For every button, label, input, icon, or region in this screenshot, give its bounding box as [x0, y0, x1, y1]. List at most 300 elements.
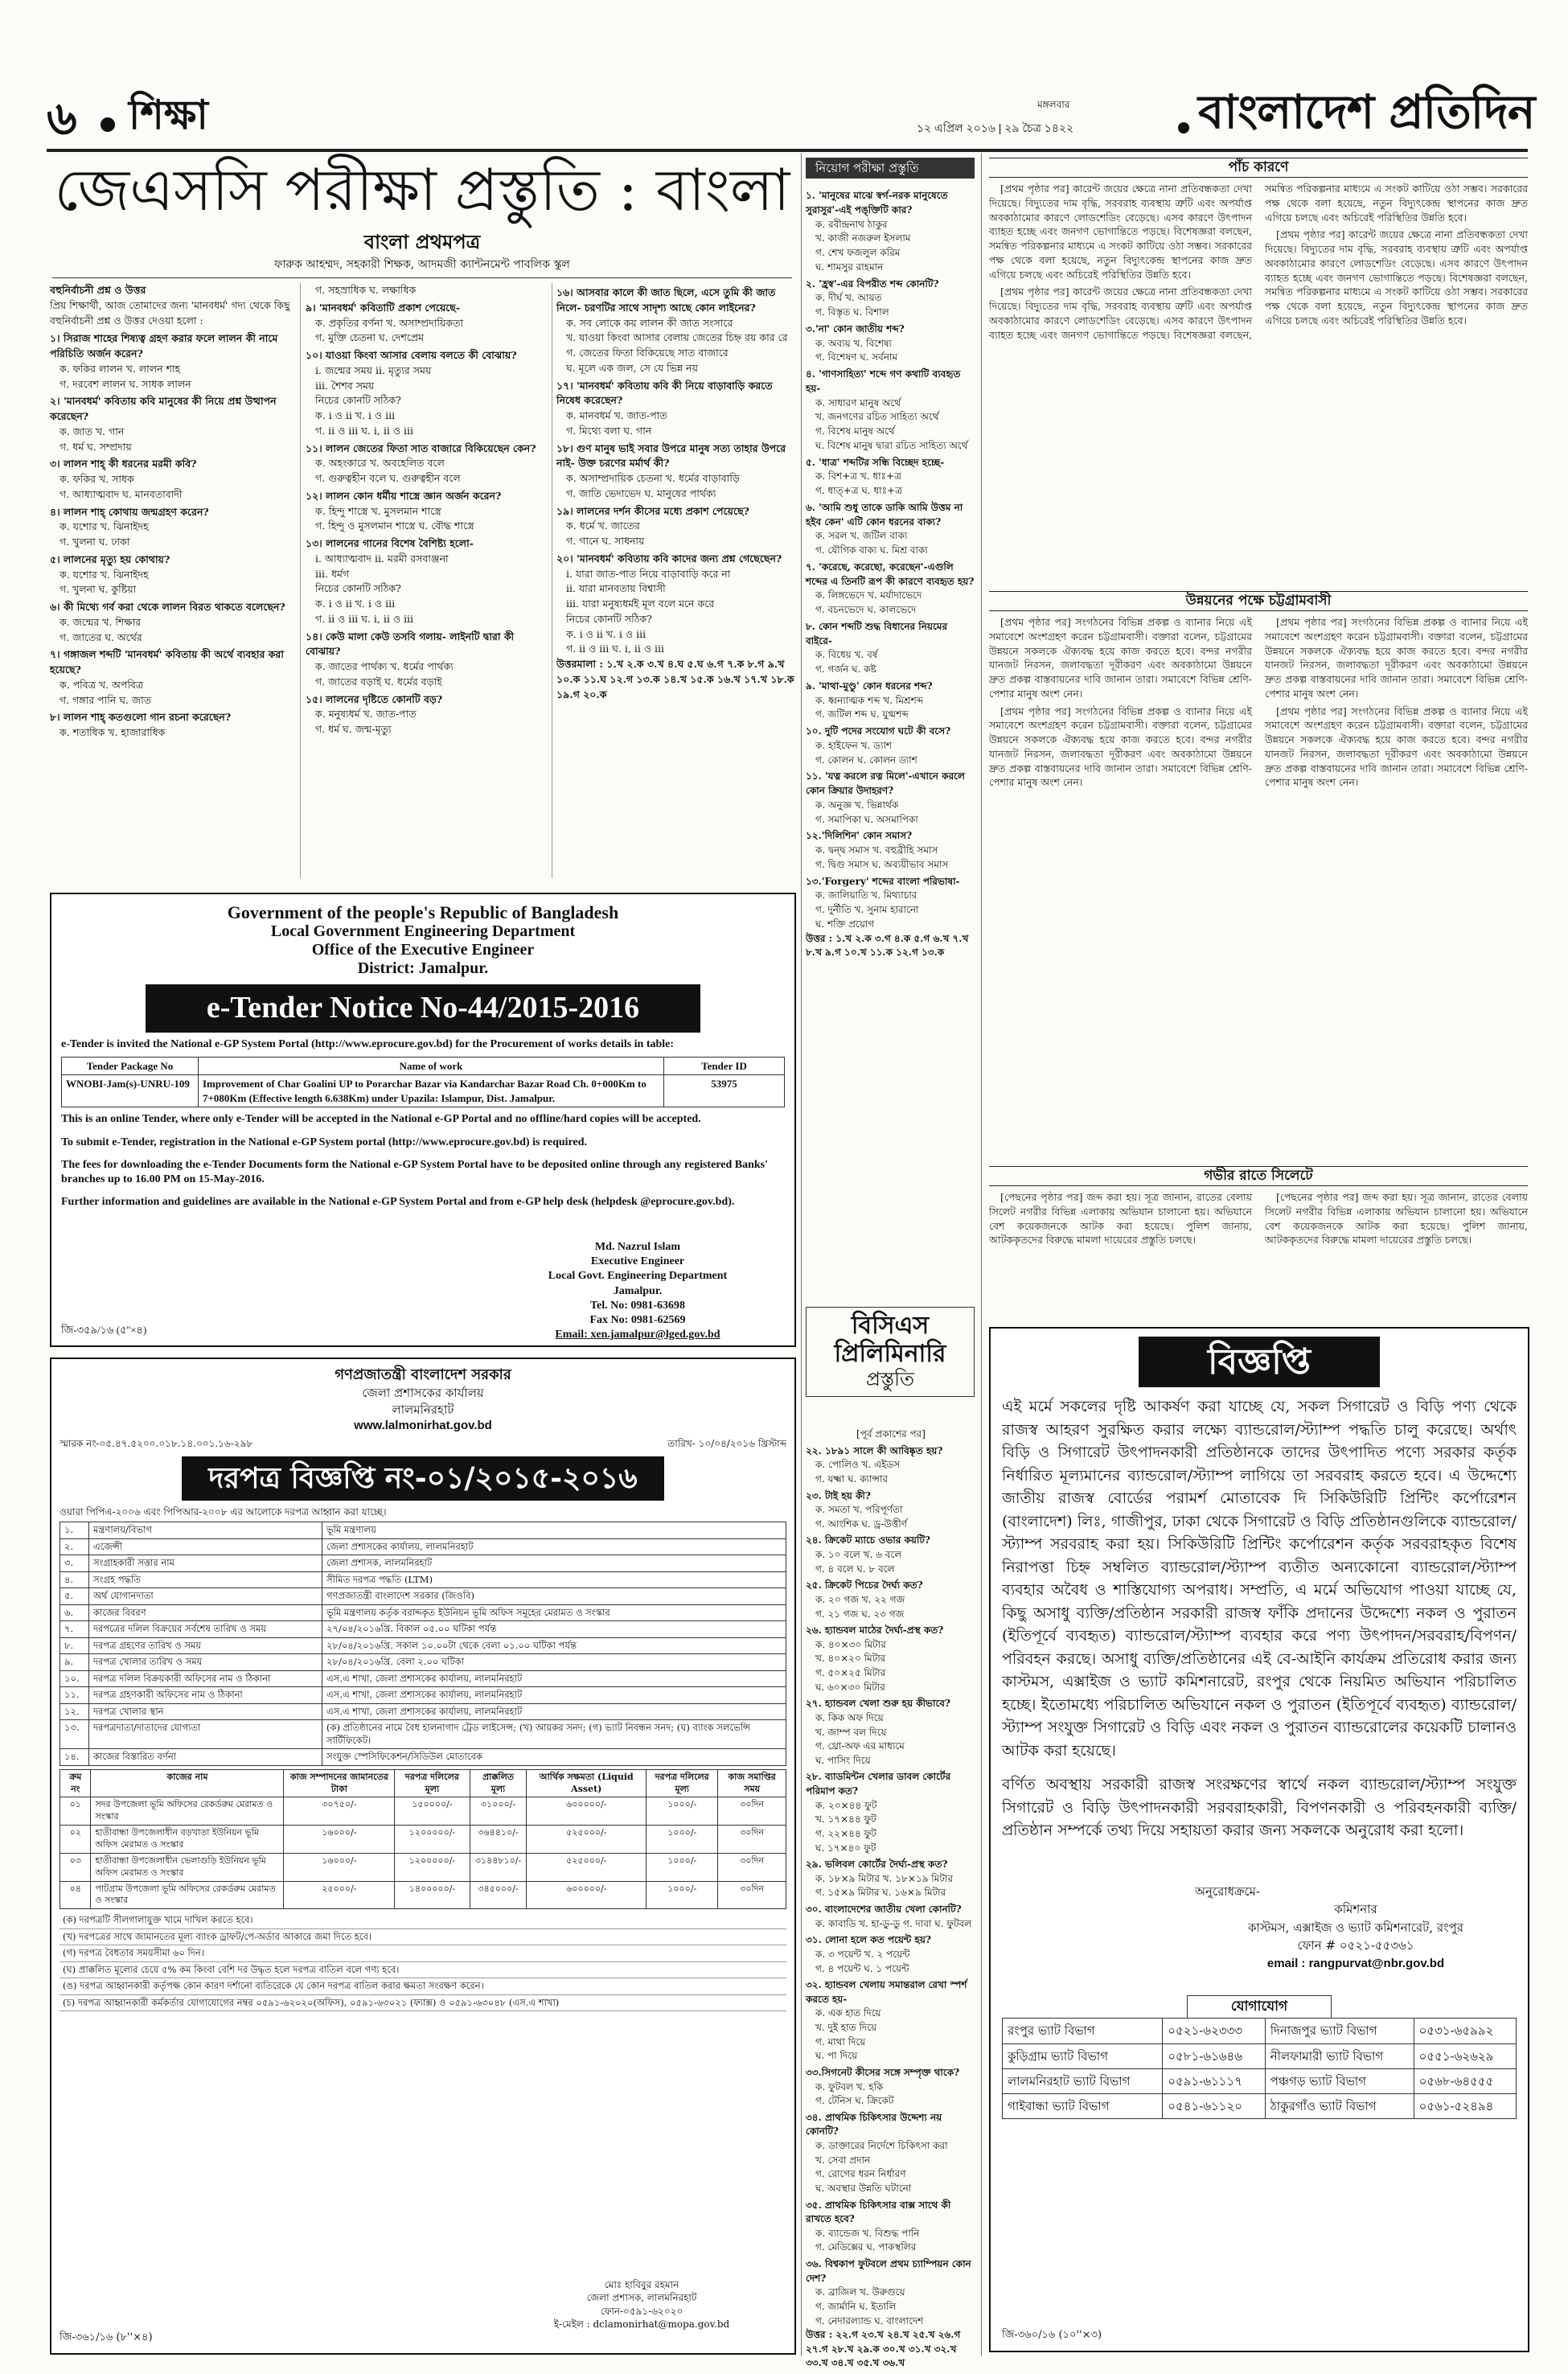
list-item: ii. যারা মানবতায় বিশ্বাসী [566, 582, 666, 595]
list-item: ক. i ও ii খ. i ও iii [566, 627, 646, 640]
list-item: ক. অহংকারে খ. অবহেলিত বলে [315, 457, 445, 470]
dp-office: জেলা প্রশাসকের কার্যালয় [362, 1386, 484, 1401]
dp-signature [513, 2278, 770, 2331]
etender-signature [505, 1240, 770, 1342]
list-item: ঘ. ১৭×৪০ ফুট [815, 1842, 876, 1854]
table-cell: পঞ্চগড় ভ্যাট বিভাগ [1265, 2068, 1414, 2093]
list-item: ৬. 'আমি শুধু তাকে ডাকি আমি উত্তম না হইব কেন' এটি কোন ধরনের বাক্য? [806, 501, 963, 528]
etender-para-4: Further information and guidelines are available in the National e-GP System Portal and from e-GP help desk (helpdesk @eprocure.gov.bd). [61, 1196, 735, 1209]
etender-dept: Local Government Engineering Department [270, 922, 576, 941]
bcs-title-1: বিসিএস [851, 1312, 930, 1340]
list-item: ঘ. ৬০×৩০ মিটার [815, 1681, 885, 1693]
list-item: খ. দুই হাত দিয়ে [815, 2022, 877, 2033]
list-item: গ. মিথ্যে বলা ঘ. গান [566, 424, 652, 437]
bcs-prev: [পূর্ব প্রকাশের পর] [856, 1428, 926, 1440]
list-item: ক. i ও ii খ. i ও iii [315, 598, 396, 610]
note-line: (ক) দরপত্রটি সীলগালাযুক্ত খামে দাখিল করতে হবে। [60, 1912, 786, 1929]
list-item: গ. ধাত্+ত্র ঘ. ধাঃ+ত্র [815, 485, 902, 496]
news-3 [989, 1190, 1528, 1319]
list-item: ৩৩.সিগনেট কীসের সঙ্গে সম্পৃক্ত থাকে? [806, 2066, 960, 2078]
contact-title: যোগাযোগ [1187, 1995, 1332, 2018]
bcs-box [806, 1307, 975, 1397]
news-1-text: [প্রথম পৃষ্ঠার পর] কারেন্ট জয়ের ক্ষেত্রে নানা প্রতিবন্ধকতা দেখা দিয়েছে। বিদ্যুতের দাম বৃদ্ধি, সরবরাহ ব্যবস্থায় ত্রুটি এবং অপর্যাপ্ত অবকাঠামোর কারণে লোডশেডিং বেড়েছে। এসব কারণে উৎপাদন ব্যাহত হচ্ছে এবং জনগণ ভোগান্তিতে পড়ছে। বিশেষজ্ঞরা বলছেন, সমন্বিত পরিকল্পনার মাধ্যমে এ সংকট কাটিয়ে ওঠা সম্ভব। সরকারের পক্ষ থেকে বলা হয়েছে, নতুন বিদ্যুৎকেন্দ্র স্থাপনের কাজ দ্রুত এগিয়ে চলছে এবং অচিরেই পরিস্থিতির উন্নতি হবে। [1265, 228, 1528, 327]
table-cell: ৭. [60, 1621, 89, 1638]
list-item: ১. 'মানুষের মাঝে স্বর্গ-নরক মানুষেতে সুরাসুর'-এই পঙ্‌ক্তিটি কার? [806, 190, 948, 216]
list-item: ক. যশোর খ. ঝিনাইদহ [60, 520, 149, 533]
list-item: গ. ii ও iii ঘ. i, ii ও iii [315, 612, 413, 625]
table-cell: ১২০০০০০/- [395, 1826, 470, 1854]
table-cell: ৪. [60, 1571, 89, 1588]
list-item: ক. পবিত্র খ. অপবিত্র [60, 678, 144, 691]
table-cell: ৩০৭৫০/- [284, 1797, 395, 1826]
table-cell: ২৮/০৪/২০১৬খ্রি. সকাল ১০.০০টা থেকে বেলা ০১.০০ ঘটিকা পর্যন্ত [322, 1637, 786, 1654]
table-row [60, 1797, 786, 1826]
list-item: ক. দীর্ঘ খ. আয়ত [815, 292, 882, 304]
news-2-text: [প্রথম পৃষ্ঠার পর] সংগঠনের বিভিন্ন প্রকল্প ও ব্যানার নিয়ে এই সমাবেশে অংশগ্রহণ করেন চট্টগ্রামবাসী। বক্তারা বলেন, চট্টগ্রামের উন্নয়নে সকলকে ঐক্যবদ্ধ হয়ে কাজ করতে হবে। বন্দর নগরীর যানজট নিরসন, জলাবদ্ধতা দূরীকরণ এবং অবকাঠামো উন্নয়নে দ্রুত প্রকল্প বাস্তবায়নের দাবি জানান তারা। সমাবেশে বিভিন্ন শ্রেণি-পেশার মানুষ অংশ নেন। [1265, 704, 1528, 789]
column-header: প্রাক্কলিত মূল্য [470, 1769, 527, 1797]
news-3-text: [পেছনের পৃষ্ঠার পর] জব্দ করা হয়। সূত্র জানান, রাতের বেলায় সিলেট নগরীর বিভিন্ন এলাকায় অভিযান চালানো হয়। অভিযানে বেশ কয়েকজনকে আটক করা হয়েছে। পুলিশ জানায়, আটককৃতদের বিরুদ্ধে মামলা দায়েরের প্রস্তুতি চলছে। [989, 1191, 1252, 1247]
table-cell: ১০০০/- [646, 1853, 718, 1881]
list-item: ক. জাত খ. গান [60, 425, 125, 437]
list-item: নিচের কোনটি সঠিক? [315, 582, 401, 595]
news-head-2: উন্নয়নের পক্ষে চট্টগ্রামবাসী [989, 591, 1528, 611]
masthead-dot [1178, 122, 1189, 133]
list-item: গ. ২২×৪৪ ফুট [815, 1827, 876, 1839]
table-cell: দরপত্রদাতা/দাতাদের যোগ্যতা [89, 1720, 322, 1749]
list-item: গ. গঙ্গার পানি ঘ. জাত [60, 693, 152, 706]
list-item: ২৩. টাই হয় কী? [806, 1489, 871, 1501]
list-item: গ. সমাপিকা ঘ. অসমাপিকা [815, 813, 918, 825]
bg-sig-2: কমিশনার [1334, 1902, 1377, 1917]
table-cell: ১৪০০০০০/- [395, 1881, 470, 1909]
jsc-column-1 [50, 283, 295, 890]
table-cell: ভূমি মন্ত্রণালয় কর্তৃক বরাদ্দকৃত ইউনিয়ন ভূমি অফিস সমূহের মেরামত ও সংস্কার [322, 1604, 786, 1621]
table-cell: সীমিত দরপত্র পদ্ধতি (LTM) [322, 1571, 786, 1588]
table-row [60, 1555, 786, 1572]
table-cell: সংগ্রাহকারী সত্তার নাম [89, 1555, 322, 1572]
table-cell: (ক) প্রতিষ্ঠানের নামে বৈধ হালনাগাদ ট্রেড লাইসেন্স; (খ) আয়কর সনদ; (গ) ভ্যাট নিবন্ধন সনদ; (ঘ) ব্যাংক সলভেন্সি সার্টিফিকেট। [322, 1720, 786, 1749]
list-item: ৮। লালন শাহ্ কতগুলো গান রচনা করেছেন? [50, 711, 232, 724]
table-cell: এস.এ শাখা, জেলা প্রশাসকের কার্যালয়, লালমনিরহাট [322, 1670, 786, 1687]
bcs-list [806, 1444, 976, 2371]
jsc-author: ফারুক আহম্মদ, সহকারী শিক্ষক, আদমজী ক্যান্টনমেন্ট পাবলিক স্কুল [52, 257, 792, 278]
column-header: আর্থিক সক্ষমতা (Liquid Asset) [527, 1769, 646, 1797]
list-item: গ. বিশেষণ ঘ. সর্বনাম [815, 351, 898, 363]
jsc-title: জেএসসি পরীক্ষা প্রস্তুতি : বাংলা [54, 156, 790, 224]
table-row [60, 1621, 786, 1638]
list-item: উত্তর : ১.খ ২.ক ৩.গ ৪.ক ৫.গ ৬.খ ৭.খ ৮.খ ৯.গ ১০.খ ১১.ক ১২.গ ১৩.ক [806, 932, 969, 959]
list-item: গ. গানে ঘ. সাধনায় [566, 535, 645, 547]
table-row [60, 1588, 786, 1605]
list-item: খ. জাম্প বল দিয়ে [815, 1726, 887, 1738]
table-cell: ৬০০০০০/- [527, 1797, 646, 1826]
dorpotro-notice [50, 1357, 796, 2355]
news-1 [989, 182, 1528, 584]
list-item: গ. ২১ গজ ঘ. ২৩ গজ [815, 1608, 905, 1620]
list-item: ক. লিঙ্গভেদে খ. মর্যাদাভেদে [815, 589, 922, 602]
list-item: নিচের কোনটি সঠিক? [315, 394, 401, 407]
dp-notes [60, 1912, 786, 2011]
table-header-row [60, 1769, 786, 1797]
bigyapti-body: এই মর্মে সকলের দৃষ্টি আকর্ষণ করা যাচ্ছে যে, সকল সিগারেট ও বিড়ি পণ্য থেকে রাজস্ব আহরণ সুরক্ষিত করার লক্ষ্যে ব্যান্ডরোল/স্ট্যাম্প পদ্ধতি চালু করেছে। অর্থাৎ বিড়ি ও সিগারেট উৎপাদনকারী প্রতিষ্ঠানকে তাদের উৎপাদিত পণ্যে সরকার কর্তৃক নির্ধারিত মূল্যমানের ব্যান্ডরোল/স্ট্যাম্প লাগিয়ে তা সরবরাহ করতে হবে। এ উদ্দেশ্যে জাতীয় রাজস্ব বোর্ডের পরামর্শ মোতাবেক দি সিকিউরিটি প্রিন্টিং কর্পোরেশন (বাংলাদেশ) লিঃ, গাজীপুর, ঢাকা থেকে সিগারেট ও বিড়ি প্রতিষ্ঠানগুলিকে ব্যান্ডরোল/স্ট্যাম্প সরবরাহ করা হয়। সিকিউরিটি প্রিন্টিং কর্পোরেশন কর্তৃক সরবরাহকৃত বিশেষ নিরাপত্তা চিহ্ন সম্বলিত ব্যান্ডরোল/স্ট্যাম্প ব্যতীত অন্যকোনো ব্যান্ডরোল/স্ট্যাম্প ব্যবহার অবৈধ ও শাস্তিযোগ্য অপরাধ। সম্প্রতি, এ মর্মে অভিযোগ পাওয়া যাচ্ছে যে, কিছু অসাধু ব্যক্তি/প্রতিষ্ঠান সরকারী রাজস্ব ফাঁকি প্রদানের উদ্দেশ্যে নকল ও পুরাতন (ইতিপূর্বে ব্যবহৃত) ব্যান্ডরোল/স্ট্যাম্প ব্যবহার করে পণ্য উৎপাদন/সরবরাহ/বিপণন/পরিবহন করছে। অসাধু ব্যক্তি/প্রতিষ্ঠানের এই বে-আইনি কার্যক্রম প্রতিরোধ করার জন্য কাস্টমস, এক্সাইজ ও ভ্যাট কমিশনারেট, রংপুর থেকে নিয়মিত অভিযান পরিচালিত হচ্ছে। ইতোমধ্যে পরিচালিত অভিযানে নকল ও পুরাতন (ইতিপূর্বে ব্যবহৃত) ব্যান্ডরোল/স্ট্যাম্প সংযুক্ত সিগারেট ও বিড়ি এবং নকল ও পুরাতন ব্যান্ডরোলের কয়েকটি চালানও আটক করা হয়েছে। [1002, 1398, 1517, 1760]
list-item: গ. ii ও iii ঘ. i, ii ও iii [315, 424, 413, 437]
etender-para-1: This is an online Tender, where only e-Tender will be accepted in the National e-GP Portal and no offline/hard copies will be accepted. [61, 1113, 701, 1126]
table-row [60, 1571, 786, 1588]
list-item: উত্তরমালা : ১.খ ২.ক ৩.খ ৪.ঘ ৫.ঘ ৬.গ ৭.ক ৮.গ ৯.খ ১০.ক ১১.ঘ ১২.গ ১৩.ক ১৪.খ ১৫.ক ১৬.খ ১৭.খ ১৮.ক ১৯.গ ২০.ক [556, 658, 794, 700]
niyog-banner: নিয়োগ পরীক্ষা প্রস্তুতি [806, 158, 975, 179]
section-name: শিক্ষা [129, 91, 208, 138]
news-2-text: [প্রথম পৃষ্ঠার পর] সংগঠনের বিভিন্ন প্রকল্প ও ব্যানার নিয়ে এই সমাবেশে অংশগ্রহণ করেন চট্টগ্রামবাসী। বক্তারা বলেন, চট্টগ্রামের উন্নয়নে সকলকে ঐক্যবদ্ধ হয়ে কাজ করতে হবে। বন্দর নগরীর যানজট নিরসন, জলাবদ্ধতা দূরীকরণ এবং অবকাঠামো উন্নয়নে দ্রুত প্রকল্প বাস্তবায়নের দাবি জানান তারা। সমাবেশে বিভিন্ন শ্রেণি-পেশার মানুষ অংশ নেন। [989, 616, 1252, 700]
list-item: ক. দ্বন্দ্ব সমাস খ. বহুব্রীহি সমাস [815, 844, 938, 856]
list-item: ৮. কোন শব্দটি শুদ্ধ বিধানের নিয়মের বাইরে- [806, 620, 948, 647]
bg-sig-email: email : rangpurvat@nbr.gov.bd [1266, 1956, 1445, 1970]
table-row [60, 1826, 786, 1854]
list-item: ২৪. ক্রিকেট ম্যাচে ওভার কয়টি? [806, 1534, 930, 1546]
list-item: ক. সরল খ. জটিল বাক্য [815, 530, 908, 542]
table-cell: ১০০০/- [646, 1881, 718, 1909]
table-cell: হাতীবান্ধা উপজেলাধীন ভেলাগুড়ি ইউনিয়ন ভূমি অফিস মেরামত ও সংস্কার [91, 1853, 284, 1881]
bigyapti-notice [989, 1327, 1529, 2352]
table-cell: দরপত্র দলিল বিক্রয়কারী অফিসের নাম ও ঠিকানা [89, 1670, 322, 1687]
list-item: খ. কাজী নজরুল ইসলাম [815, 232, 911, 244]
table-cell: ০৩ [60, 1853, 91, 1881]
list-item: ৭। গঙ্গাজল শব্দটি 'মানবধর্ম' কবিতায় কী অর্থে ব্যবহার করা হয়েছে? [50, 648, 284, 676]
list-item: ১০. দুটি পদের সংযোগ ঘটে কী বসে? [806, 725, 951, 737]
table-cell: ৬. [60, 1604, 89, 1621]
list-item: ঘ. শামসুর রাহমান [815, 261, 884, 273]
table-cell: ১০০০/- [646, 1826, 718, 1854]
list-item: গ. ৪ বলে ঘ. ৮ বলে [815, 1563, 895, 1575]
sig-email: Email: xen.jamalpur@lged.gov.bd [555, 1329, 720, 1341]
bigyapti-signature [1195, 1883, 1517, 1974]
list-item: ৩৪. প্রাথমিক চিকিৎসার উদ্দেশ্য নয় কোনটি? [806, 2111, 942, 2138]
table-row [1003, 2019, 1517, 2043]
bg-sig-1: অনুরোধক্রমে- [1195, 1883, 1260, 1899]
table-cell: ৮. [60, 1637, 89, 1654]
contacts-table [1002, 2018, 1517, 2119]
th-tender-id: Tender ID [664, 1057, 785, 1075]
list-item: গ. বিস্তৃত ঘ. বিশাল [815, 306, 889, 318]
list-item: ক. জন্মের খ. শিক্ষার [60, 615, 141, 628]
list-item: ২। 'মানবধর্ম' কবিতায় কবি মানুষের কী নিয়ে প্রশ্ন উত্থাপন করেছেন? [50, 395, 277, 422]
dp-banner: দরপত্র বিজ্ঞপ্তি নং-০১/২০১৫-২০১৬ [182, 1456, 664, 1501]
list-item: ক. হিন্দু শাস্ত্রে খ. মুসলমান শাস্ত্রে [315, 504, 441, 517]
bigyapti-request: বর্ণিত অবস্থায় সরকারী রাজস্ব সংরক্ষণের স্বার্থে নকল ব্যান্ডরোল/স্ট্যাম্প সংযুক্ত সিগারেট ও বিড়ি উৎপাদনকারী সরবরাহকারী, বিপণনকারী ও পরিবহনকারী ব্যক্তি/প্রতিষ্ঠান সম্পর্কে তথ্য দিয়ে সহায়তা করার জন্য সকলকে অনুরোধ করা হলো। [1002, 1776, 1517, 1840]
table-cell: দিনাজপুর ভ্যাট বিভাগ [1265, 2019, 1414, 2043]
list-item: ক. পোলিও খ. এইডস [815, 1459, 901, 1471]
table-cell: দরপত্রের দলিল বিক্রয়ের সর্বশেষ তারিখ ও সময় [89, 1621, 322, 1638]
ad-code: জি-৩৬১/১৬ (৮''×৪) [60, 2331, 153, 2344]
list-item: ১০। যাওয়া কিংবা আসার বেলায় বলতে কী বোঝায়? [306, 349, 517, 361]
list-item: গ. ii ও iii ঘ. i, ii ও iii [566, 643, 664, 655]
bcs-title-3: প্রস্তুতি [865, 1368, 915, 1390]
list-item: ঘ. পাসিং দিয়ে [815, 1754, 871, 1766]
list-item: ক. ৪০×৩০ মিটার [815, 1638, 886, 1650]
list-item: iii. ধর্মগ [315, 567, 350, 580]
list-item: গ. ৪ পয়েন্ট ঘ. ১ পয়েন্ট [815, 1962, 909, 1974]
table-cell: গাইবান্ধা ভ্যাট বিভাগ [1003, 2094, 1163, 2119]
etender-para-2: To submit e-Tender, registration in the National e-GP System portal (http://www.eprocure.gov.bd) is required. [61, 1136, 588, 1148]
table-cell: অর্থ যোগানদাতা [89, 1588, 322, 1605]
table-cell: ০৫৪১-৬১১২০ [1163, 2094, 1265, 2119]
sig-fax: Fax No: 0981-62569 [589, 1313, 686, 1326]
list-item: ১১. 'যত্ন করলে রত্ন মিলে'-এখানে করলে কোন ক্রিয়ার উদাহরণ? [806, 770, 965, 796]
table-cell: রংপুর ভ্যাট বিভাগ [1003, 2019, 1163, 2043]
list-item: i. জন্মের সময় ii. মৃত্যুর সময় [315, 363, 432, 376]
table-row [60, 1749, 786, 1766]
list-item: গ. গুরুত্বহীন বলে ঘ. গুরুত্বহীন বলে [315, 472, 461, 484]
table-cell: সংযুক্ত স্পেসিফিকেশন/সিডিউল মোতাবেক [322, 1749, 786, 1766]
list-item: ১২.'দিলিশিন' কোন সমাস? [806, 830, 913, 842]
etender-notice [50, 893, 796, 1347]
list-item: ২২. ১৮৯১ সালে কী আবিষ্কৃত হয়? [806, 1444, 943, 1456]
list-item: খ. সেবা প্রদান [815, 2154, 871, 2166]
list-item: গ. নেদারল্যান্ড ঘ. বাংলাদেশ [815, 2314, 924, 2327]
list-item: ২৫. ক্রিকেট পিচের দৈর্ঘ্য কত? [806, 1579, 923, 1592]
table-cell: ২৮/০৪/২০১৬খ্রি. বেলা ২.০০ ঘটিকা [322, 1654, 786, 1671]
masthead-logo: বাংলাদেশ প্রতিদিন [1198, 84, 1535, 139]
table-cell: ঠাকুরগাঁও ভ্যাট বিভাগ [1265, 2094, 1414, 2119]
table-row [60, 1687, 786, 1704]
table-cell: এস.এ শাখা, জেলা প্রশাসকের কার্যালয়, লালমনিরহাট [322, 1687, 786, 1704]
table-row [60, 1853, 786, 1881]
list-item: খ. ১৭×৪৪ ফুট [815, 1813, 876, 1826]
table-cell: দরপত্র গ্রহণের তারিখ ও সময় [89, 1637, 322, 1654]
list-item: ৪. 'গাণসাহিত্য' শব্দে গণ কথাটি ব্যবহৃত হয়- [806, 368, 961, 394]
ad-code: জি-৩৬০/১৬ (১০''×৩) [1002, 2329, 1102, 2342]
list-item: ক. রবীন্দ্রনাথ ঠাকুর [815, 218, 888, 230]
list-item: গ. মেডিক্সের ঘ. পাকস্থলির [815, 2241, 917, 2253]
table-row [60, 1720, 786, 1749]
table-cell: ৩১০০০/- [470, 1797, 527, 1826]
column-header: ক্রম নং [60, 1769, 91, 1797]
sig-tel: Tel. No: 0981-63698 [589, 1299, 686, 1312]
niyog-list [806, 189, 976, 960]
list-item: গ. যক্ষ্মা ঘ. ক্যান্সার [815, 1472, 889, 1485]
list-item: ঘ. বিশেষ মানুষ দ্বারা রচিত সাহিত্য অর্থে [815, 439, 968, 451]
table-cell: ১৬০০০/- [284, 1826, 395, 1854]
list-item: নিচের কোনটি সঠিক? [566, 612, 652, 625]
table-row [60, 1654, 786, 1671]
table-cell: ০৫৬১-৫২৪৯৪ [1414, 2094, 1516, 2119]
table-cell: ১৫০০০০/- [395, 1797, 470, 1826]
list-item: গ. মুক্তি চেতনা ঘ. দেশপ্রেম [315, 331, 425, 344]
table-row [60, 1637, 786, 1654]
list-item: ক. বিধেয় খ. বর্ষ [815, 649, 878, 661]
list-item: ৩০. বাংলাদেশের জাতীয় খেলা কোনটি? [806, 1904, 962, 1915]
news-head-3: গভীর রাতে সিলেটে [989, 1166, 1528, 1186]
list-item: গ. দুর্নীতি খ. সুনাম হারানো [815, 904, 919, 915]
dp-sig-name: মোঃ হাবিবুর রহমান [604, 2279, 679, 2291]
table-row [60, 1670, 786, 1687]
list-item: গ. ধর্ম ঘ. জন্ম-মৃত্যু [315, 723, 392, 735]
table-row [60, 1703, 786, 1720]
table-cell: লালমনিরহাট ভ্যাট বিভাগ [1003, 2068, 1163, 2093]
list-item: ক. মনুষ্যধর্ম খ. জাত-পাত [315, 708, 417, 721]
column-header: কাজের নাম [91, 1769, 284, 1797]
table-cell: নীলফামারী ভ্যাট বিভাগ [1265, 2043, 1414, 2068]
jsc-intro-head: বহুনির্বাচনী প্রশ্ন ও উত্তর [50, 284, 146, 296]
list-item: ৪। লালন শাহ্ কোথায় জন্মগ্রহণ করেন? [50, 505, 209, 518]
list-item: ক. ফুটবল খ. হকি [815, 2080, 884, 2093]
etender-district: District: Jamalpur. [357, 959, 489, 978]
list-item: ক. ডাক্তারের নির্দেশে চিকিৎসা করা [815, 2140, 948, 2151]
list-item: গ. ধর্ম ঘ. সম্প্রদায় [60, 440, 132, 453]
sig-title: Executive Engineer [590, 1255, 685, 1268]
page-number: ৬ [47, 91, 77, 146]
table-cell: ৩. [60, 1555, 89, 1572]
list-item: ২. 'হ্রস্ব'-এর বিপরীত শব্দ কোনটি? [806, 277, 939, 290]
list-item: ৫. 'ধাত্র' শব্দটির সন্ধি বিচ্ছেদ হচ্ছে- [806, 456, 945, 468]
table-cell: ৩০দিন [718, 1826, 786, 1854]
list-item: ১৬। আসবার কালে কী জাত ছিলে, এসে তুমি কী জাত নিলে- চরণটির সাথে সাদৃশ্য আছে কোন লাইনের? [556, 286, 776, 314]
list-item: ক. ১৮×৯ মিটার খ. ১৮×১৯ মিটার [815, 1872, 954, 1884]
list-item: গ. হিন্দু ও মুসলমান শাস্ত্রে ঘ. বৌদ্ধ শাস্ত্রে [315, 520, 474, 532]
list-item: ক. এক হাত দিয়ে [815, 2007, 881, 2019]
ad-code: জি-৩৫৯/১৬ (৫''×৪) [61, 1324, 147, 1337]
etender-banner: e-Tender Notice No-44/2015-2016 [146, 984, 700, 1032]
dp-district: লালমনিরহাট [392, 1402, 454, 1417]
list-item: i. আধ্যাত্মবাদ ii. মরমী রসবাঞ্জনা [315, 552, 449, 565]
etender-intro: e-Tender is invited the National e-GP System Portal (http://www.eprocure.gov.bd) for the Procurement of works details in table: [61, 1037, 675, 1050]
list-item: গ. থ্রো-অফ এর মাধ্যমে [815, 1740, 905, 1752]
list-item: ১২। লালন কোন ধর্মীয় শাস্ত্রে জ্ঞান অর্জন করেন? [306, 489, 502, 502]
table-cell: ৩০দিন [718, 1853, 786, 1881]
sig-name: Md. Nazrul Islam [594, 1241, 681, 1253]
list-item: গ. জার্মানি ঘ. ইতালি [815, 2300, 897, 2312]
table-cell: ৬০০০০০/- [527, 1881, 646, 1909]
list-item: গ. খুলনা ঘ. কুষ্টিয়া [60, 583, 137, 596]
table-row [60, 1538, 786, 1555]
table-cell: ৩৪৫০০০/- [470, 1881, 527, 1909]
table-cell: ভূমি মন্ত্রণালয় [322, 1522, 786, 1539]
table-row [1003, 2068, 1517, 2093]
issue-day: মঙ্গলবার [1037, 99, 1070, 110]
dp-memo: স্মারক নং-০৫.৪৭.৫২০০.০১৮.১৪.০০১.১৬-২৯৮ [60, 1438, 253, 1450]
column-divider [981, 153, 982, 2356]
table-cell: দরপত্র খোলার স্থান [89, 1703, 322, 1720]
table-cell: ০৫৫১-৬২৬২৯ [1414, 2043, 1516, 2068]
table-cell: মন্ত্রণালয়/বিভাগ [89, 1522, 322, 1539]
list-item: গ. আধ্যাত্মবাদ ঘ. মানবতাবাদী [60, 487, 183, 500]
list-item: ক. অসাম্প্রদায়িক চেতনা খ. ধর্মের বাড়াবাড়ি [566, 472, 740, 484]
table-cell: ১০০০/- [646, 1797, 718, 1826]
table-cell: এজেন্সী [89, 1538, 322, 1555]
list-item: গ. রোগের ধরন নির্ধারণ [815, 2168, 906, 2180]
list-item: ক. অব্যয় খ. বিশেষ্য [815, 337, 893, 349]
list-item: খ. যাওয়া কিংবা আসার বেলায় জেতের চিহ্ন রয় কার রে [566, 331, 788, 344]
table-cell: ২৫০০০/- [284, 1881, 395, 1909]
list-item: ক. যশোর খ. ঝিনাইদহ [60, 568, 149, 581]
list-item: গ. ১৫×৯ মিটার ঘ. ১৬×৯ মিটার [815, 1887, 946, 1899]
note-line: (চ) দরপত্র আহ্বানকারী কর্মকর্তার যোগাযোগের নম্বর ০৫৯১-৬২০২০(অফিস), ০৫৯১-৬৩০২১ (ফ্যাক্স) ও ০৫৯১-৬৩০৪৮ (এস.এ শাখা) [60, 1995, 786, 2012]
table-cell: ১. [60, 1522, 89, 1539]
table-cell: ০২ [60, 1826, 91, 1854]
etender-gov: Government of the people's Republic of Bangladesh [227, 902, 619, 922]
jsc-intro: প্রিয় শিক্ষার্থী, আজ তোমাদের জন্য 'মানবধর্ম' গদ্য থেকে কিছু বহুনির্বাচনী প্রশ্ন ও উত্তর দেওয়া হলো : [50, 298, 290, 327]
list-item: গ. জাতের ঘ. অর্থের [60, 630, 142, 643]
list-item: ২৮. ব্যাডমিন্টন খেলার ডাবল কোর্টের পরিমাপ কত? [806, 1771, 951, 1797]
note-line: (গ) দরপত্র বৈধতার সময়সীমা ৬০ দিন। [60, 1945, 786, 1962]
news-head-1: পাঁচ কারণে [989, 158, 1528, 178]
list-item: গ. দরবেশ লালন ঘ. সাধক লালন [60, 377, 191, 390]
news-3-text: [পেছনের পৃষ্ঠার পর] জব্দ করা হয়। সূত্র জানান, রাতের বেলায় সিলেট নগরীর বিভিন্ন এলাকায় অভিযান চালানো হয়। অভিযানে বেশ কয়েকজনকে আটক করা হয়েছে। পুলিশ জানায়, আটককৃতদের বিরুদ্ধে মামলা দায়েরের প্রস্তুতি চলছে। [1265, 1191, 1528, 1247]
table-cell: কাজের বিস্তারিত বর্ণনা [89, 1749, 322, 1766]
list-item: ৩৫. প্রাথমিক চিকিৎসার বাক্স সাথে কী রাখতে হবে? [806, 2199, 951, 2225]
column-header: দরপত্র দলিলের মূল্য [646, 1769, 718, 1797]
list-item: ১। সিরাজ শাহের শিষ্যত্ব গ্রহণ করার ফলে লালন কী নামে পরিচিতি অর্জন করেন? [50, 332, 278, 359]
list-item: ২৬. হ্যান্ডবল মাঠের দৈর্ঘ্য-প্রস্থ কত? [806, 1624, 944, 1637]
list-item: ৩৬. বিশ্বকাপ ফুটবলে প্রথম চ্যাম্পিয়ন কোন দেশ? [806, 2258, 971, 2284]
list-item: ক. ব্রাজিল খ. উরুগুয়ে [815, 2286, 905, 2298]
table-cell: ৩০দিন [718, 1881, 786, 1909]
table-cell: এস.এ শাখা, জেলা প্রশাসকের কার্যালয়, লালমনিরহাট [322, 1703, 786, 1720]
issue-date: ১২ এপ্রিল ২০১৬ | ২৯ চৈত্র ১৪২২ [917, 121, 1074, 134]
table-cell: সংগ্রহ পদ্ধতি [89, 1571, 322, 1588]
table-cell: ০৪ [60, 1881, 91, 1909]
list-item: iii. শৈশব সময় [315, 379, 375, 392]
jsc-questions-3 [556, 285, 798, 702]
table-cell: জেলা প্রশাসকের কার্যালয়, লালমনিরহাট [322, 1538, 786, 1555]
list-item: গ. আংশিক ঘ. ড্র-উত্তীর্ণ [815, 1518, 907, 1530]
bcs-title-2: প্রিলিমিনারি [834, 1339, 946, 1368]
list-item: গ. জটিল শব্দ ঘ. যুগ্মশব্দ [815, 709, 909, 721]
list-item: গ. ৫০×২৫ মিটার [815, 1667, 886, 1678]
dp-info-table [60, 1522, 786, 1766]
list-item: ১৯। লালনের দর্শন কীসের মধ্যে প্রকাশ পেয়েছে? [556, 504, 749, 517]
table-row [60, 1522, 786, 1539]
list-item: গ. কোলন ঘ. কোলন ড্যাশ [815, 754, 917, 766]
note-line: (ঘ) প্রাক্কলিত মূল্যের চেয়ে ৫% কম কিংবা বেশি দর উদ্ধৃত হলে দরপত্র বাতিল বলে গণ্য হবে। [60, 1962, 786, 1979]
list-item: ২৭. হ্যান্ডবল খেলা শুরু হয় কীভাবে? [806, 1698, 950, 1710]
td-package: WNOBI-Jam(s)-UNRU-109 [62, 1075, 199, 1107]
td-tender-id: 53975 [664, 1075, 785, 1107]
th-work: Name of work [199, 1057, 664, 1075]
sig-dept: Local Govt. Engineering Department [548, 1270, 728, 1283]
table-cell: ৯. [60, 1654, 89, 1671]
th-package: Tender Package No [62, 1057, 199, 1075]
list-item: ঘ. পা দিয়ে [815, 2050, 858, 2062]
column-divider [300, 283, 301, 878]
news-1-text: [প্রথম পৃষ্ঠার পর] কারেন্ট জয়ের ক্ষেত্রে নানা প্রতিবন্ধকতা দেখা দিয়েছে। বিদ্যুতের দাম বৃদ্ধি, সরবরাহ ব্যবস্থায় ত্রুটি এবং অপর্যাপ্ত অবকাঠামোর কারণে লোডশেডিং বেড়েছে। এসব কারণে উৎপাদন ব্যাহত হচ্ছে এবং জনগণ ভোগান্তিতে পড়ছে। বিশেষজ্ঞরা বলছেন, সমন্বিত পরিকল্পনার মাধ্যমে এ সংকট কাটিয়ে ওঠা সম্ভব। সরকারের পক্ষ থেকে বলা হয়েছে, নতুন বিদ্যুৎকেন্দ্র স্থাপনের কাজ দ্রুত এগিয়ে চলছে এবং অচিরেই পরিস্থিতির উন্নতি হবে। [989, 183, 1528, 341]
list-item: ঘ. মূলে এক জল, সে যে ভিন্ন নয় [566, 361, 698, 374]
dp-sig-title: জেলা প্রশাসক, লালমনিরহাট [586, 2292, 697, 2304]
dp-website: www.lalmonirhat.gov.bd [354, 1418, 492, 1432]
news-2-text: [প্রথম পৃষ্ঠার পর] সংগঠনের বিভিন্ন প্রকল্প ও ব্যানার নিয়ে এই সমাবেশে অংশগ্রহণ করেন চট্টগ্রামবাসী। বক্তারা বলেন, চট্টগ্রামের উন্নয়নে সকলকে ঐক্যবদ্ধ হয়ে কাজ করতে হবে। বন্দর নগরীর যানজট নিরসন, জলাবদ্ধতা দূরীকরণ এবং অবকাঠামো উন্নয়নে দ্রুত প্রকল্প বাস্তবায়নের দাবি জানান তারা। সমাবেশে বিভিন্ন শ্রেণি-পেশার মানুষ অংশ নেন। [989, 704, 1252, 789]
table-cell: ১২০০০০০/- [395, 1853, 470, 1881]
list-item: ক. ধর্মে খ. জাতের [566, 520, 640, 532]
list-item: ৫। লালনের মৃত্যু হয় কোথায়? [50, 552, 170, 565]
news-2 [989, 615, 1528, 1162]
list-item: ৯. 'মাথা-মুণ্ডু' কোন ধরনের শব্দ? [806, 680, 933, 692]
list-item: গ. বচনভেদে ঘ. কালভেদে [815, 604, 917, 615]
list-item: গ. মাথা দিয়ে [815, 2035, 866, 2047]
list-item: ক. মানবধর্ম খ. জাত-পাত [566, 409, 667, 421]
table-cell: কুড়িগ্রাম ভ্যাট বিভাগ [1003, 2043, 1163, 2068]
header-rule [47, 149, 1528, 152]
bcs-questions [806, 1427, 976, 2369]
list-item: ক. ব্যান্ডেজ খ. বিশুদ্ধ পানি [815, 2227, 920, 2239]
jsc-column-2 [306, 283, 547, 890]
table-cell: ৫. [60, 1588, 89, 1605]
list-item: ৩। লালন শাহ্ কী ধরনের মরমী কবি? [50, 458, 197, 470]
column-header: কাজ সমাপ্তির সময় [718, 1769, 786, 1797]
table-cell: ০৫৩১-৬৫৯৯২ [1414, 2019, 1516, 2043]
list-item: গ. খুলনা ঘ. ঢাকা [60, 536, 130, 548]
list-item: ক. হাইফেন খ. ড্যাশ [815, 739, 893, 751]
list-item: ১৭। 'মানবধর্ম' কবিতায় কবি কী নিয়ে বাড়াবাড়ি করতে নিষেধ করেছেন? [556, 379, 773, 407]
list-item: গ. গর্জন ঘ. কষ্ট [815, 663, 876, 675]
